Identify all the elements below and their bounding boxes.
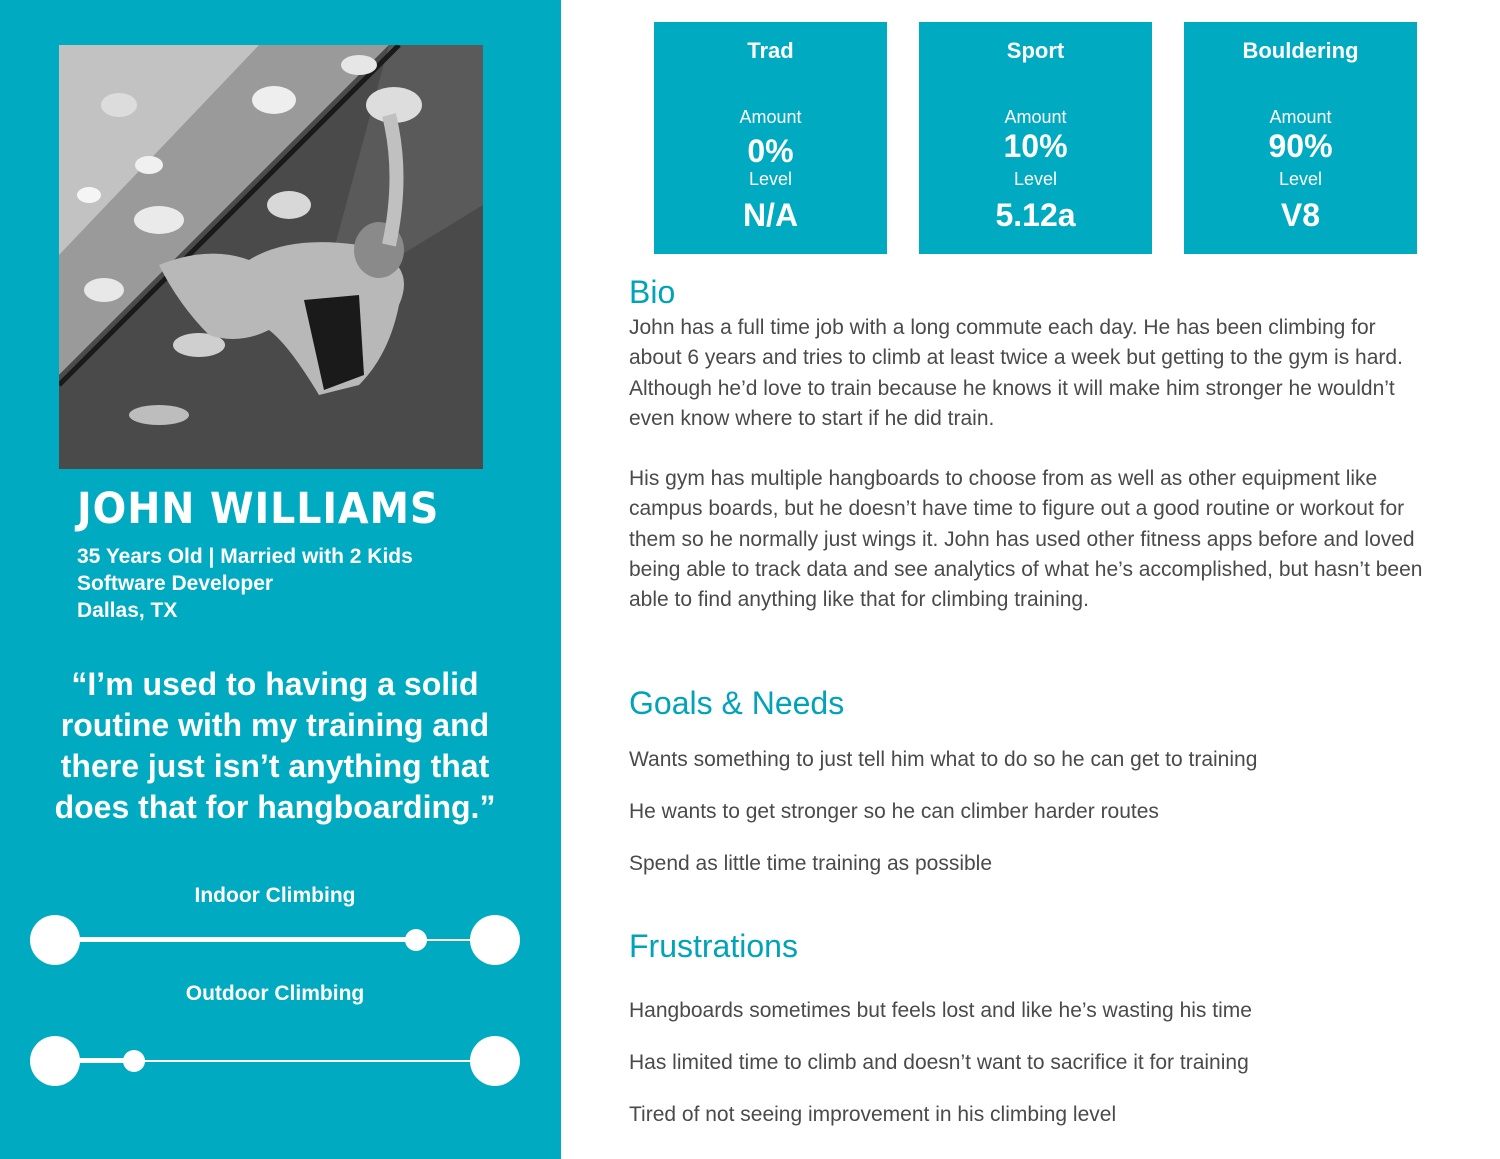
stat-amount-value: 0% (747, 133, 794, 169)
goals-heading: Goals & Needs (629, 685, 845, 721)
stat-level-value: V8 (1280, 197, 1321, 233)
frustration-item: Hangboards sometimes but feels lost and like he’s wasting his time (629, 999, 1252, 1022)
scale-start-dot (30, 915, 80, 965)
goal-item: Wants something to just tell him what to do so he can get to training (629, 748, 1258, 771)
stat-card-sport (919, 22, 1152, 254)
stat-title: Bouldering (1242, 38, 1359, 63)
persona-quote: “I’m used to having a solid routine with my training and there just isn’t anything that does that for hangboarding.” (54, 666, 496, 825)
scale-marker (123, 1050, 145, 1072)
stat-card-trad (654, 22, 887, 254)
stat-amount-label: Amount (1269, 107, 1332, 127)
stat-title: Trad (747, 38, 794, 63)
scale-end-dot (470, 1036, 520, 1086)
frustration-item: Tired of not seeing improvement in his climbing level (629, 1103, 1117, 1126)
persona-occupation: Software Developer (77, 572, 274, 595)
scale-marker (405, 929, 427, 951)
profile-sidebar (0, 0, 561, 1159)
stat-amount-value: 90% (1268, 128, 1333, 164)
stat-level-value: N/A (742, 197, 799, 233)
goal-item: He wants to get stronger so he can climber harder routes (629, 800, 1159, 823)
stat-level-label: Level (1013, 169, 1058, 189)
frustration-item: Has limited time to climb and doesn’t want to sacrifice it for training (629, 1051, 1249, 1074)
bio-paragraph-2: His gym has multiple hangboards to choose from as well as other equipment like campus boards, but he doesn’t have time to figure out a good routine or workout for them so he normally just wings it. John has used other fitness apps before and loved being able to track data and see analytics of what he’s accomplished, but hasn’t been able to find anything like that for climbing training. (629, 467, 1423, 612)
persona-location: Dallas, TX (77, 599, 178, 622)
stat-level-value: 5.12a (995, 197, 1076, 233)
indoor-climbing-scale (30, 914, 520, 966)
scale-remaining-line (134, 1060, 495, 1062)
scale-end-dot (470, 915, 520, 965)
bio-paragraph-1: John has a full time job with a long commute each day. He has been climbing for about 6 years and tries to climb at least twice a week but getting to the gym is hard. Although he’d love to train because he knows it will make him stronger he wouldn’t even know where to start if he did train. (629, 316, 1403, 430)
stat-amount-label: Amount (1004, 107, 1067, 127)
indoor-climbing-label: Indoor Climbing (194, 884, 356, 907)
outdoor-climbing-scale (30, 1035, 520, 1087)
stat-title: Sport (1006, 38, 1065, 63)
stat-amount-label: Amount (739, 107, 802, 127)
outdoor-climbing-label: Outdoor Climbing (185, 982, 365, 1005)
goal-item: Spend as little time training as possible (629, 852, 993, 875)
stat-level-label: Level (748, 169, 793, 189)
frustrations-heading: Frustrations (629, 928, 798, 964)
stat-amount-value: 10% (1003, 128, 1068, 164)
stat-level-label: Level (1278, 169, 1323, 189)
scale-filled-line (55, 937, 416, 942)
scale-start-dot (30, 1036, 80, 1086)
climber-photo-illustration (59, 45, 483, 469)
persona-age-family: 35 Years Old | Married with 2 Kids (77, 545, 413, 568)
persona-name: JOHN WILLIAMS (77, 484, 440, 534)
stat-card-bouldering (1184, 22, 1417, 254)
bio-heading: Bio (629, 274, 676, 310)
profile-photo (59, 45, 483, 469)
